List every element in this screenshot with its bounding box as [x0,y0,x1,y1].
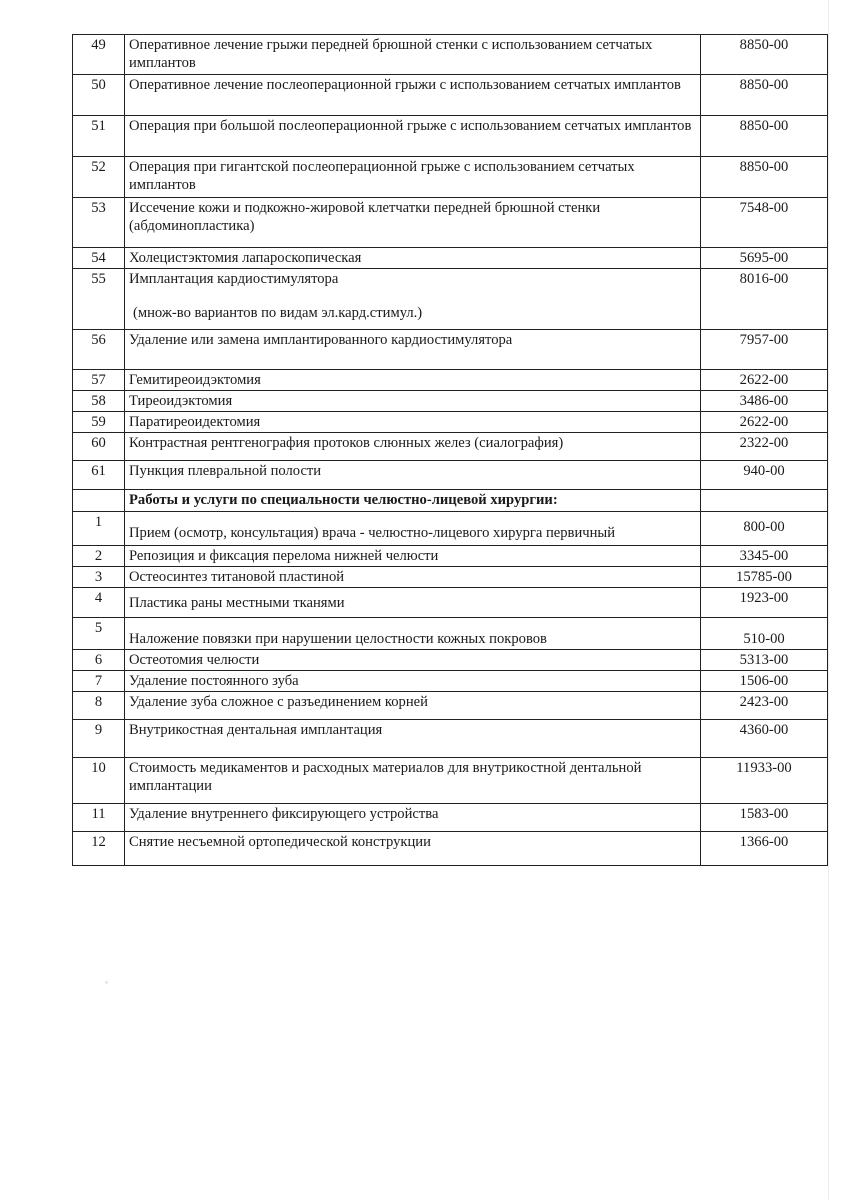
table-row [73,391,828,412]
row-number: 60 [73,433,125,461]
service-name: Операция при гигантской послеоперационной грыже с использованием сетчатых имплантов [125,157,701,198]
service-price: 510-00 [701,618,828,650]
service-price: 2322-00 [701,433,828,461]
table-row [73,758,828,804]
table-row [73,720,828,758]
row-number: 56 [73,330,125,370]
row-number: 11 [73,804,125,832]
service-price: 1923-00 [701,588,828,618]
service-price: 5313-00 [701,650,828,671]
row-number: 49 [73,35,125,75]
table-row [73,370,828,391]
service-price: 8850-00 [701,116,828,157]
row-number: 10 [73,758,125,804]
row-number: 50 [73,75,125,116]
service-name: Контрастная рентгенография протоков слюнных желез (сиалография) [125,433,701,461]
service-name: Удаление или замена имплантированного кардиостимулятора [125,330,701,370]
service-price: 8016-00 [701,269,828,330]
service-name: Пункция плевральной полости [125,461,701,490]
service-price: 3345-00 [701,546,828,567]
scan-artifact-mark: ◦ [105,977,109,987]
service-name: Остеотомия челюсти [125,650,701,671]
service-name: Репозиция и фиксация перелома нижней челюсти [125,546,701,567]
row-number: 9 [73,720,125,758]
service-price: 4360-00 [701,720,828,758]
service-name: Имплантация кардиостимулятора [129,271,339,287]
row-number: 59 [73,412,125,433]
service-price: 11933-00 [701,758,828,804]
row-number: 6 [73,650,125,671]
table-row [73,832,828,866]
service-name: Удаление зуба сложное с разъединением корней [125,692,701,720]
table-row [73,198,828,248]
table-row [73,157,828,198]
table-row [73,412,828,433]
service-name: Пластика раны местными тканями [125,588,701,618]
service-price: 5695-00 [701,248,828,269]
price-list-table [72,34,828,866]
table-row [73,567,828,588]
service-name: Остеосинтез титановой пластиной [125,567,701,588]
table-row [73,692,828,720]
table-row [73,588,828,618]
service-name: Стоимость медикаментов и расходных материалов для внутрикостной дентальной имплантации [125,758,701,804]
service-price: 15785-00 [701,567,828,588]
service-name: Гемитиреоидэктомия [125,370,701,391]
table-row [73,671,828,692]
service-name: Холецистэктомия лапароскопическая [125,248,701,269]
section-title: Работы и услуги по специальности челюстно-лицевой хирургии: [125,490,701,512]
service-name: Удаление постоянного зуба [125,671,701,692]
service-price: 8850-00 [701,35,828,75]
row-number: 52 [73,157,125,198]
row-number: 53 [73,198,125,248]
table-row [73,433,828,461]
service-price: 8850-00 [701,75,828,116]
service-name: Оперативное лечение грыжи передней брюшной стенки с использованием сетчатых имплантов [125,35,701,75]
table-row [73,116,828,157]
page-edge [828,0,829,1200]
service-price: 800-00 [701,512,828,546]
service-price: 7957-00 [701,330,828,370]
table-row [73,512,828,546]
row-number: 3 [73,567,125,588]
service-price: 940-00 [701,461,828,490]
service-name: Удаление внутреннего фиксирующего устройства [125,804,701,832]
row-number: 8 [73,692,125,720]
row-number: 4 [73,588,125,618]
service-note: (множ-во вариантов по видам эл.кард.стимул.) [133,305,423,321]
service-price: 1506-00 [701,671,828,692]
service-name: Оперативное лечение послеоперационной грыжи с использованием сетчатых имплантов [125,75,701,116]
service-name: Паратиреоидектомия [125,412,701,433]
table-row [73,35,828,75]
row-number: 7 [73,671,125,692]
row-number: 61 [73,461,125,490]
table-row [73,650,828,671]
table-row [73,804,828,832]
row-number: 1 [73,512,125,546]
service-name-with-note [125,269,701,330]
table-row [73,269,828,330]
service-name: Операция при большой послеоперационной грыже с использованием сетчатых имплантов [125,116,701,157]
table-row [73,330,828,370]
service-name: Наложение повязки при нарушении целостности кожных покровов [125,618,701,650]
row-number: 54 [73,248,125,269]
row-number: 51 [73,116,125,157]
service-name: Иссечение кожи и подкожно-жировой клетчатки передней брюшной стенки (абдоминопластика) [125,198,701,248]
service-name: Внутрикостная дентальная имплантация [125,720,701,758]
service-price: 1366-00 [701,832,828,866]
row-number: 55 [73,269,125,330]
service-price: 2622-00 [701,370,828,391]
service-price-empty [701,490,828,512]
section-header-row [73,490,828,512]
service-price: 2622-00 [701,412,828,433]
table-row [73,618,828,650]
service-price: 1583-00 [701,804,828,832]
table-row [73,248,828,269]
row-number: 57 [73,370,125,391]
row-number-empty [73,490,125,512]
service-name: Прием (осмотр, консультация) врача - челюстно-лицевого хирурга первичный [125,512,701,546]
table-row [73,546,828,567]
table-row [73,461,828,490]
row-number: 2 [73,546,125,567]
service-name: Тиреоидэктомия [125,391,701,412]
row-number: 58 [73,391,125,412]
service-price: 2423-00 [701,692,828,720]
service-price: 7548-00 [701,198,828,248]
table-row [73,75,828,116]
service-price: 8850-00 [701,157,828,198]
service-name: Снятие несъемной ортопедической конструкции [125,832,701,866]
row-number: 5 [73,618,125,650]
row-number: 12 [73,832,125,866]
service-price: 3486-00 [701,391,828,412]
